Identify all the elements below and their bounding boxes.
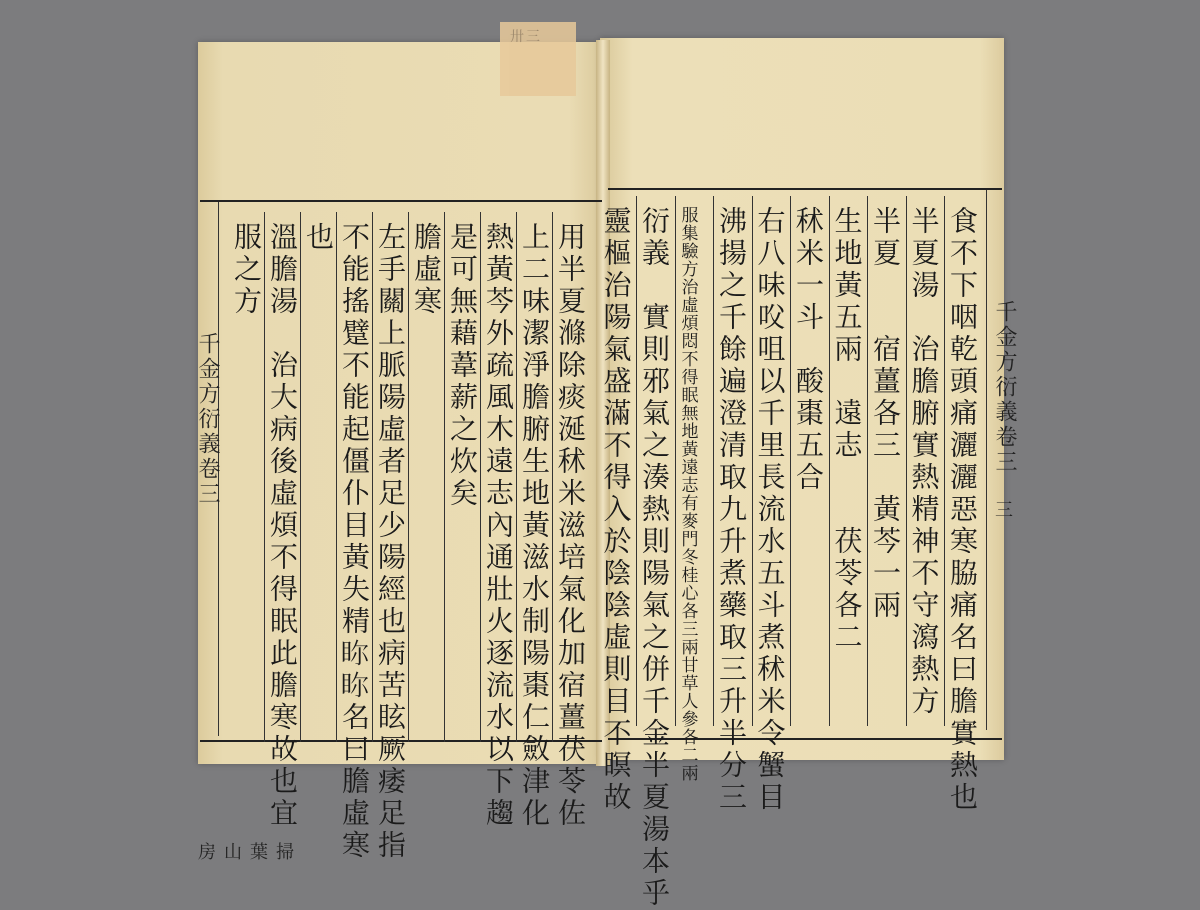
right-column-rule (752, 196, 753, 726)
left-column-rule (408, 212, 409, 742)
right-column: 生地黃五兩 遠志 茯苓各二 (830, 206, 864, 654)
right-column-rule (713, 196, 714, 726)
right-column-rule (867, 196, 868, 726)
right-column: 半夏 宿薑各三 黃芩一兩 (869, 206, 902, 622)
left-margin-title: 千金方衍義卷三 (195, 332, 220, 507)
left-column: 熱黃芩外疏風木遠志內通壯火逐流水以下趨 (482, 222, 515, 830)
left-column-rule (336, 212, 337, 742)
label-slip-text: 卅三 (510, 29, 542, 45)
left-column: 不能搖躄不能起僵仆目黃失精𥅘𥅘名曰膽虛寒 (338, 222, 371, 862)
left-column: 用半夏滌除痰涎秫米滋培氣化加宿薑茯苓佐 (554, 222, 587, 830)
left-column-rule (264, 212, 265, 742)
label-slip (500, 22, 576, 96)
right-margin-title: 千金方衍義卷三 (992, 300, 1017, 475)
right-column-rule (636, 196, 637, 726)
left-column-rule (516, 212, 517, 742)
left-column: 上二味潔淨膽腑生地黃滋水制陽棗仁斂津化 (518, 222, 551, 830)
right-column-rule (790, 196, 791, 726)
left-column: 溫膽湯 治大病後虛煩不得眠此膽寒故也宜 (266, 222, 299, 830)
left-column-rule (300, 212, 301, 742)
left-publisher: 掃葉山房 (195, 842, 294, 863)
right-column: 秫米一斗 酸棗五合 (792, 206, 825, 494)
right-column: 沸揚之千餘遍澄清取九升煮藥取三升半分三 (715, 206, 748, 814)
right-folio: 三 (992, 500, 1013, 518)
left-column: 是可無藉葦薪之炊矣 (446, 222, 479, 510)
right-column: 靈樞治陽氣盛滿不得入於陰陰虛則目不瞑故 (599, 206, 633, 814)
left-column-rule (552, 212, 553, 742)
right-column-rule (906, 196, 907, 726)
right-column: 服集驗方治虛煩悶不得眠無地黃遠志有麥門冬桂心各三兩甘草人參各二兩 (677, 206, 698, 782)
left-column: 也 (302, 222, 335, 254)
left-column: 服之方 (230, 222, 263, 318)
right-column: 食不下咽乾頭痛灑灑惡寒脇痛名曰膽實熱也 (946, 206, 979, 814)
left-column-rule (444, 212, 445, 742)
left-column-rule (480, 212, 481, 742)
right-margin-strip (986, 190, 1017, 730)
right-column: 半夏湯 治膽腑實熱精神不守瀉熱方 (907, 206, 941, 718)
right-column: 右八味㕮咀以千里長流水五斗煮秫米令蟹目 (753, 206, 787, 814)
right-column-rule (675, 196, 676, 726)
left-column: 膽虛寒 (410, 222, 443, 318)
right-column: 衍義 實則邪氣之湊熱則陽氣之併千金半夏湯本乎 (638, 206, 671, 910)
right-column-rule (829, 196, 830, 726)
right-column-rule (944, 196, 945, 726)
left-column: 左手關上脈陽虛者足少陽經也病苦眩厥痿足指 (374, 222, 407, 862)
left-column-rule (372, 212, 373, 742)
